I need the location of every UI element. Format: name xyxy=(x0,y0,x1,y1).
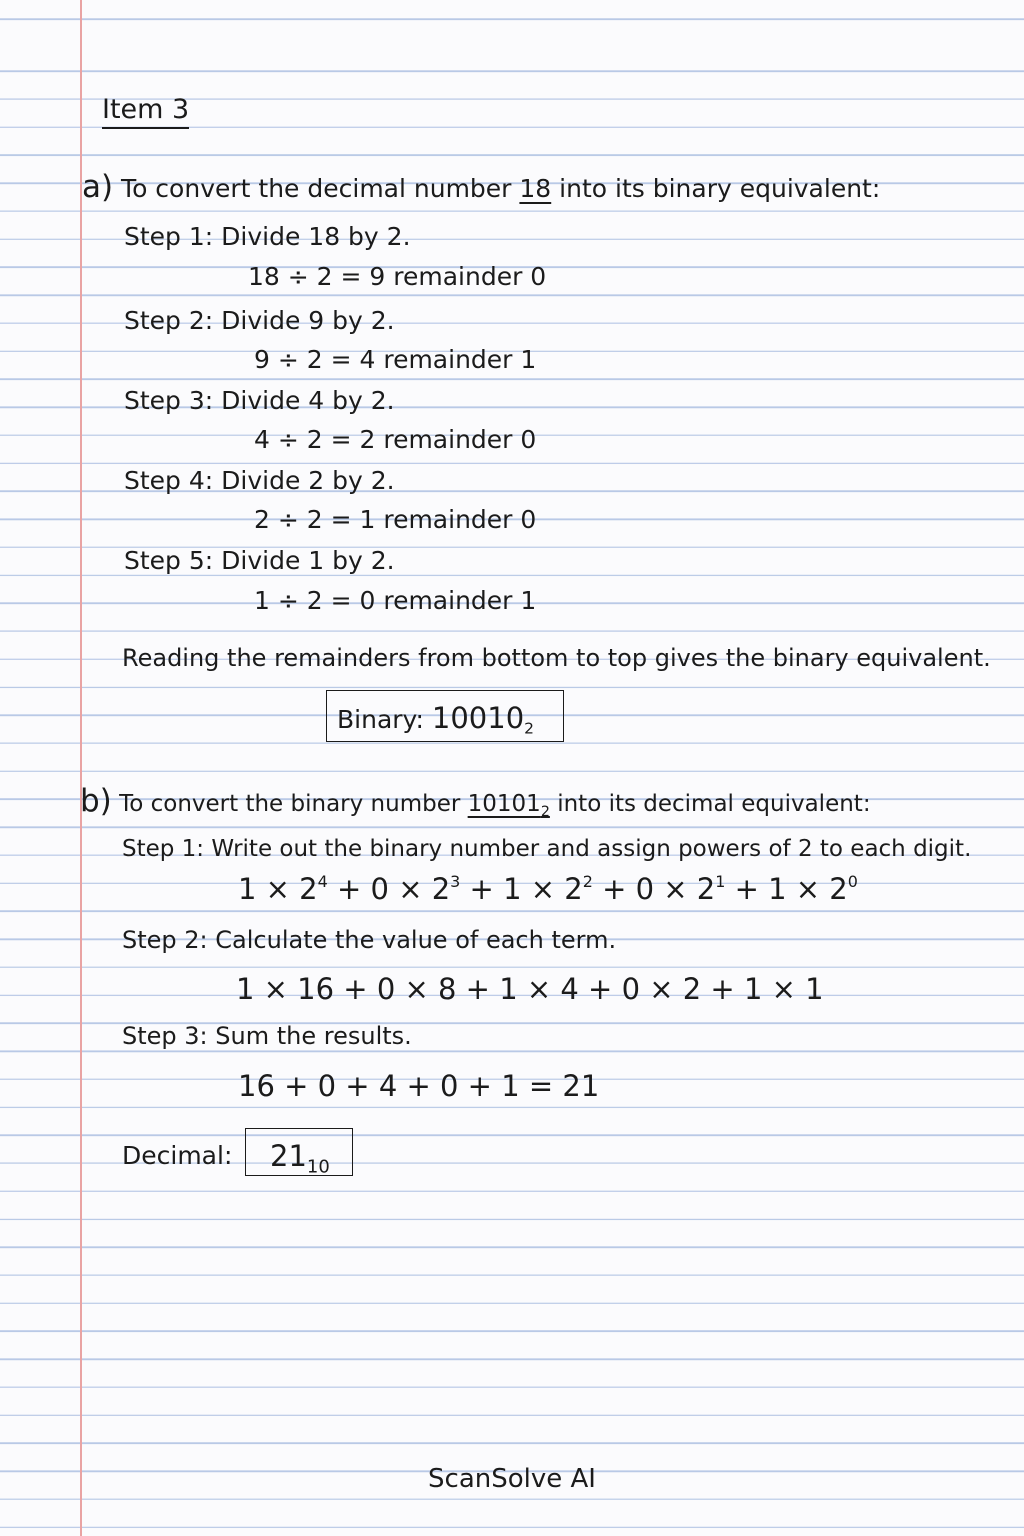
part-b-intro xyxy=(80,783,871,820)
step-b2 xyxy=(122,928,616,952)
part-b-binary-number: $10101_2$ xyxy=(467,791,550,820)
part-a-label: a) xyxy=(82,169,114,205)
binary-result-base: 2 xyxy=(524,719,535,738)
step-label: Step 2: xyxy=(124,306,214,335)
step-label: Step 4: xyxy=(124,466,214,495)
reading-note: Reading the remainders from bottom to top gives the binary equivalent. xyxy=(122,644,991,672)
part-a-intro xyxy=(82,169,881,205)
step-text: Divide 1 by 2. xyxy=(221,546,395,575)
footer-brand: ScanSolve AI xyxy=(428,1464,596,1494)
decimal-result-value: 21 xyxy=(270,1139,307,1173)
step-label: Step 1: xyxy=(122,836,205,862)
step-text: Divide 2 by 2. xyxy=(221,466,395,495)
step-text: Divide 9 by 2. xyxy=(221,306,395,335)
power-term: 0 × 2 xyxy=(370,871,451,906)
step-a2-calc: 9 ÷ 2 = 4 remainder 1 xyxy=(254,345,537,374)
step-label: Step 5: xyxy=(124,546,214,575)
step-a5 xyxy=(124,548,395,573)
step-label: Step 2: xyxy=(122,926,208,954)
step-label: Step 3: xyxy=(124,386,214,415)
part-b-intro-rest: into its decimal equivalent: xyxy=(557,791,871,817)
step-label: Step 1: xyxy=(124,222,214,251)
step-text: Calculate the value of each term. xyxy=(215,926,617,954)
step-text: Write out the binary number and assign powers of 2 to each digit. xyxy=(211,836,972,862)
step-label: Step 3: xyxy=(122,1022,208,1050)
part-a-decimal-number: 18 xyxy=(519,174,552,203)
decimal-result-label: Decimal: xyxy=(122,1141,233,1170)
decimal-result-box xyxy=(245,1128,353,1176)
power-term: 0 × 2 xyxy=(635,871,716,906)
part-a-intro-rest: into its binary equivalent: xyxy=(559,174,881,203)
step-text: Sum the results. xyxy=(215,1022,412,1050)
step-text: Divide 4 by 2. xyxy=(221,386,395,415)
power-term: 1 × 2 xyxy=(768,871,848,906)
power-term: 1 × 2 xyxy=(238,871,318,906)
step-a3 xyxy=(124,388,395,413)
part-b-label: b) xyxy=(80,783,112,819)
binary-result-box xyxy=(326,690,564,742)
binary-result-value: 10010 xyxy=(431,701,525,735)
step-a1-calc: 18 ÷ 2 = 9 remainder 0 xyxy=(248,262,547,291)
step-a5-calc: 1 ÷ 2 = 0 remainder 1 xyxy=(254,586,537,615)
step-b2-calc: 1 × 16 + 0 × 8 + 1 × 4 + 0 × 2 + 1 × 1 xyxy=(236,972,824,1006)
step-a2 xyxy=(124,308,395,333)
page-title: Item 3 xyxy=(102,96,189,129)
powers-expression: $1 \times 2^4 + 0 \times 2^3 + 1 \times 2^2 + 0 \times 2^1 + 1 \times 2^0$ xyxy=(238,871,858,906)
step-a4-calc: 2 ÷ 2 = 1 remainder 0 xyxy=(254,505,537,534)
step-a1 xyxy=(124,224,411,249)
part-a-intro-text: To convert the decimal number xyxy=(121,174,512,203)
step-a4 xyxy=(124,468,395,493)
notebook-margin-line xyxy=(80,0,82,1536)
part-b-intro-text: To convert the binary number xyxy=(119,791,461,817)
power-term: 1 × 2 xyxy=(503,871,583,906)
step-b1 xyxy=(122,838,971,861)
step-text: Divide 18 by 2. xyxy=(221,222,411,251)
decimal-result-base: 10 xyxy=(306,1156,330,1178)
step-b3-calc: 16 + 0 + 4 + 0 + 1 = 21 xyxy=(238,1069,600,1103)
step-a3-calc: 4 ÷ 2 = 2 remainder 0 xyxy=(254,425,537,454)
step-b3 xyxy=(122,1024,412,1048)
binary-result-label: Binary: xyxy=(337,705,424,734)
